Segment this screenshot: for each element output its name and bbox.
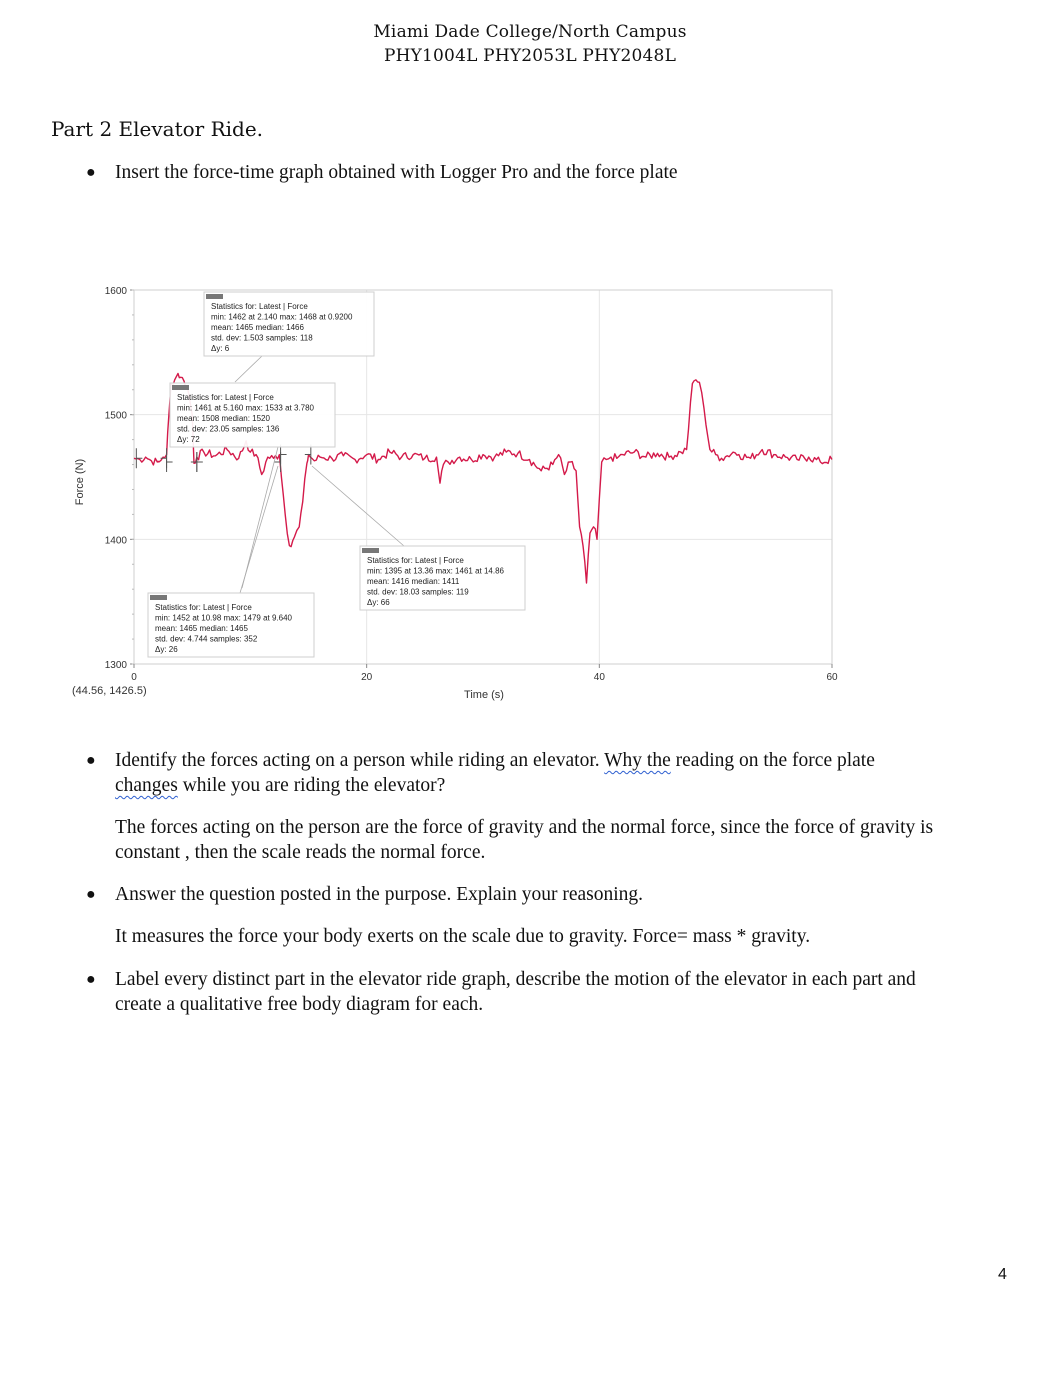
x-tick-label: 20 (361, 672, 373, 683)
section-title: Part 2 Elevator Ride. (51, 117, 264, 141)
annotation-text: Statistics for: Latest | Force (155, 603, 252, 612)
annotation-text: Δy: 66 (367, 598, 390, 607)
bullet-4-line-1: Label every distinct part in the elevator ride graph, describe the motion of the elevator in each part and (115, 969, 916, 990)
bullet-4-line-2: create a qualitative free body diagram for each. (115, 994, 484, 1015)
annotation-text: mean: 1508 median: 1520 (177, 414, 270, 423)
annotation-text: min: 1452 at 10.98 max: 1479 at 9.640 (155, 613, 292, 623)
annotation-text: mean: 1465 median: 1466 (211, 323, 304, 332)
y-tick-label: 1400 (104, 535, 127, 547)
x-tick-label: 40 (593, 672, 605, 683)
answer-1-line-1: The forces acting on the person are the force of gravity and the normal force, since the force of gravity is (115, 817, 934, 838)
annotation-text: Statistics for: Latest | Force (367, 556, 464, 565)
bullet-2-part-d: changes (115, 775, 178, 796)
bullet-2-part-a: Identify the forces acting on a person while riding an elevator. (115, 750, 605, 771)
y-axis-ticks (105, 286, 134, 671)
page-number: 4 (998, 1266, 1007, 1283)
bullet-2-part-b: Why the (604, 750, 671, 771)
bullet-2-part-c: reading on the force plate (670, 750, 875, 771)
bullet-3-text: Answer the question posted in the purpose. Explain your reasoning. (115, 884, 644, 905)
bullet-4-text (115, 967, 916, 1017)
annotation-text: std. dev: 4.744 samples: 352 (155, 634, 258, 644)
annotation-grip-icon (150, 595, 167, 600)
answer-1 (115, 815, 933, 865)
region-brackets (136, 445, 311, 472)
annotation-text: min: 1462 at 2.140 max: 1468 at 0.9200 (211, 312, 353, 322)
region-bracket (281, 445, 311, 465)
region-bracket (167, 452, 197, 472)
annotation-grip-icon (206, 294, 223, 299)
header-line-2: PHY1004L PHY2053L PHY2048L (383, 46, 677, 66)
y-tick-label: 1300 (104, 660, 127, 671)
annotation-text: Statistics for: Latest | Force (211, 302, 308, 311)
annotation-grip-icon (172, 385, 189, 390)
annotation-text: Δy: 72 (177, 435, 200, 444)
bullet-1-text: Insert the force-time graph obtained with Logger Pro and the force plate (115, 162, 678, 183)
x-tick-label: 0 (131, 672, 137, 683)
annotation-text: Statistics for: Latest | Force (177, 393, 274, 402)
region-bracket (197, 452, 281, 472)
force-time-graph (0, 270, 1060, 710)
annotation-text: Δy: 6 (211, 344, 230, 353)
annotation-text: mean: 1465 median: 1465 (155, 624, 248, 633)
region-bracket (136, 448, 166, 468)
annotation-leader-line (240, 466, 278, 593)
annotation-text: std. dev: 1.503 samples: 118 (211, 333, 313, 343)
x-axis-ticks (131, 664, 838, 683)
annotation-grip-icon (362, 548, 379, 553)
answer-2: It measures the force your body exerts on the scale due to gravity. Force= mass * gravity. (115, 926, 811, 947)
y-axis-label: Force (N) (74, 458, 86, 506)
y-tick-label: 1500 (104, 410, 127, 422)
annotation-leader-line (235, 356, 262, 382)
annotation-leader-line (312, 466, 404, 546)
x-tick-label: 60 (826, 672, 838, 683)
annotation-text: std. dev: 18.03 samples: 119 (367, 587, 469, 597)
annotation-text: std. dev: 23.05 samples: 136 (177, 424, 280, 434)
answer-1-line-2: constant , then the scale reads the normal force. (115, 842, 486, 863)
annotation-text: Δy: 26 (155, 645, 178, 654)
statistics-annotations (148, 292, 525, 657)
bullet-2-text (115, 748, 875, 798)
bullet-icon: ● (86, 752, 96, 769)
bullet-icon: ● (86, 164, 96, 181)
bullet-icon: ● (86, 886, 96, 903)
annotation-text: min: 1395 at 13.36 max: 1461 at 14.86 (367, 566, 504, 576)
annotation-text: mean: 1416 median: 1411 (367, 577, 460, 586)
annotation-text: min: 1461 at 5.160 max: 1533 at 3.780 (177, 403, 314, 413)
y-tick-label: 1600 (104, 286, 127, 297)
header-line-1: Miami Dade College/North Campus (373, 22, 687, 42)
x-axis-label: Time (s) (464, 689, 504, 701)
bullet-2-part-e: while you are riding the elevator? (177, 775, 446, 796)
coordinate-readout: (44.56, 1426.5) (72, 685, 147, 697)
bullet-icon: ● (86, 971, 96, 988)
